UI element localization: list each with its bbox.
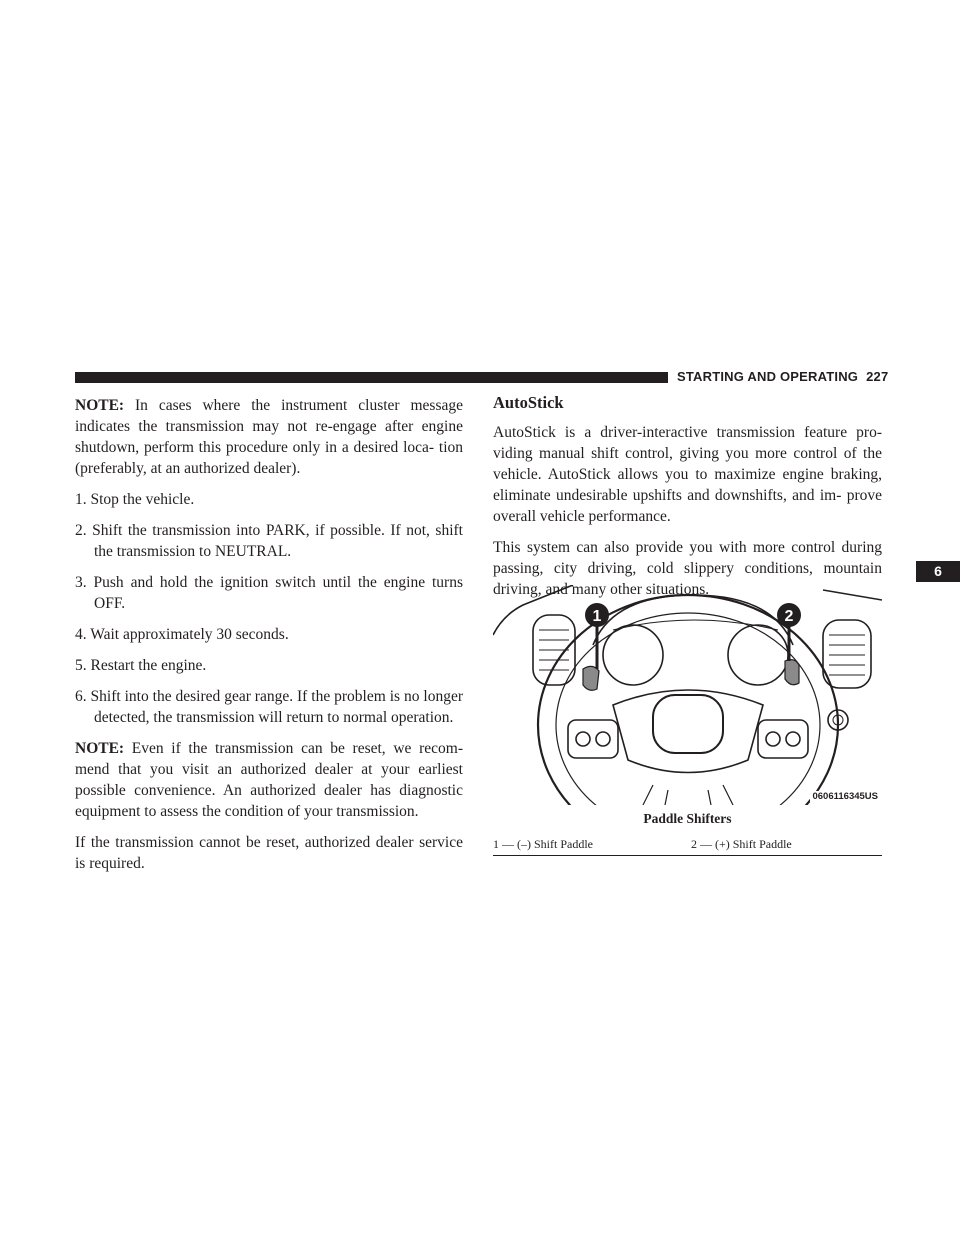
chapter-tab: 6 xyxy=(916,561,960,582)
callout-1: 1 xyxy=(592,608,602,625)
section-title: STARTING AND OPERATING xyxy=(677,369,859,384)
left-column xyxy=(75,395,463,884)
closing-paragraph: If the transmission cannot be reset, authorized dealer service is required. xyxy=(75,834,463,872)
legend-item-2: 2 — (+) Shift Paddle xyxy=(691,837,792,851)
legend-item-1: 1 — (–) Shift Paddle xyxy=(493,837,593,851)
step-1: 1. Stop the vehicle. xyxy=(75,491,195,508)
page-number: 227 xyxy=(866,369,889,384)
callout-2: 2 xyxy=(784,608,794,625)
note-text: Even if the transmission can be reset, we recom- mend that you visit an authorized dealer at your earliest possible convenience. An authorized dealer has diagnostic equipment to assess the condition of your transmission. xyxy=(75,740,463,820)
section-heading: AutoStick xyxy=(493,393,564,412)
autostick-paragraph-2: This system can also provide you with more control during passing, city driving, cold slippery conditions, mountain driving, and many other situations. xyxy=(493,539,882,598)
figure-code: 0606116345US xyxy=(812,791,878,802)
step-5: 5. Restart the engine. xyxy=(75,657,207,674)
note-paragraph-1 xyxy=(75,395,463,479)
step-4: 4. Wait approximately 30 seconds. xyxy=(75,626,289,643)
note-text: In cases where the instrument cluster message indicates the transmission may not re-engage after engine shutdown, perform this procedure only in a desired loca- tion (preferably, at an authorized dealer). xyxy=(75,397,464,477)
autostick-paragraph-1: AutoStick is a driver-interactive transmission feature pro- viding manual shift control, giving you more control of the vehicle. AutoStick allows you to maximize engine braking, eliminate undesirable upshifts and downshifts, and im- prove overall vehicle performance. xyxy=(493,424,882,525)
paddle-shifters-illustration xyxy=(493,585,882,805)
running-header xyxy=(677,369,888,384)
note-label: NOTE: xyxy=(75,740,125,757)
figure-caption: Paddle Shifters xyxy=(643,811,732,826)
header-rule xyxy=(75,372,668,383)
note-label: NOTE: xyxy=(75,397,125,414)
step-2: 2. Shift the transmission into PARK, if possible. If not, shift the transmission to NEUTRAL. xyxy=(75,522,463,560)
steering-wheel-drawing xyxy=(493,585,882,805)
step-3: 3. Push and hold the ignition switch until the engine turns OFF. xyxy=(75,574,463,612)
step-6: 6. Shift into the desired gear range. If the problem is no longer detected, the transmission will return to normal operation. xyxy=(75,688,463,726)
right-column xyxy=(493,393,882,610)
note-paragraph-2 xyxy=(75,738,463,822)
figure-legend xyxy=(493,837,882,856)
